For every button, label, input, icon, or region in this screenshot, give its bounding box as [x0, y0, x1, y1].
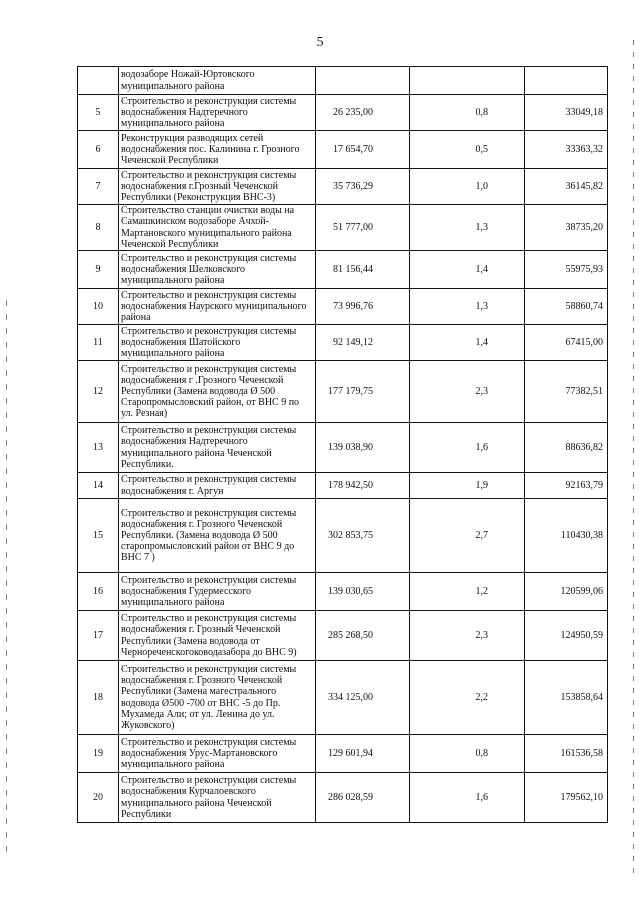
- scan-edge-right: [633, 40, 634, 880]
- table-row: [78, 423, 608, 473]
- project-cost: 129 601,94: [316, 735, 410, 773]
- row-number: 9: [78, 251, 119, 289]
- table-row: [78, 95, 608, 131]
- project-name: Строительство станции очистки воды на Самашкинском водозаборе Ачхой-Мартановского муниципального района Чеченской Республики: [119, 205, 316, 251]
- project-cost: 17 654,70: [316, 131, 410, 169]
- table-row: [78, 735, 608, 773]
- project-cost: 139 038,90: [316, 423, 410, 473]
- table-row: [78, 289, 608, 325]
- project-coefficient: 2,7: [410, 499, 525, 573]
- row-number: 10: [78, 289, 119, 325]
- project-cost: 26 235,00: [316, 95, 410, 131]
- project-coefficient: 1,4: [410, 325, 525, 361]
- project-cost: 35 736,29: [316, 169, 410, 205]
- project-total: 88636,82: [525, 423, 608, 473]
- project-name: Строительство и реконструкция системы водоснабжения г. Грозного Чеченской Республики (Замена магестрального водовода Ø500 -700 от ВНС -5 до Пр. Мухамеда Али; от ул. Ленина до ул. Жуковского): [119, 661, 316, 735]
- project-name: водозаборе Ножай-Юртовского муниципального района: [119, 67, 316, 95]
- table-row: [78, 573, 608, 611]
- row-number: 12: [78, 361, 119, 423]
- project-coefficient: 1,6: [410, 423, 525, 473]
- project-name: Строительство и реконструкция системы водоснабжения г .Грозного Чеченской Республики (Замена водовода Ø 500 Старопромысловский район, от ВНС 9 по ул. Резная): [119, 361, 316, 423]
- project-total: 33049,18: [525, 95, 608, 131]
- table-row: [78, 169, 608, 205]
- project-cost: 177 179,75: [316, 361, 410, 423]
- row-number: [78, 67, 119, 95]
- project-cost: 302 853,75: [316, 499, 410, 573]
- project-name: Строительство и реконструкция системы водоснабжения Гудермесского муниципального района: [119, 573, 316, 611]
- project-cost: 286 028,59: [316, 773, 410, 823]
- project-total: 92163,79: [525, 473, 608, 499]
- project-total: 77382,51: [525, 361, 608, 423]
- row-number: 11: [78, 325, 119, 361]
- row-number: 18: [78, 661, 119, 735]
- row-number: 8: [78, 205, 119, 251]
- project-total: 33363,32: [525, 131, 608, 169]
- project-total: 153858,64: [525, 661, 608, 735]
- scan-edge-left: [6, 300, 7, 860]
- row-number: 7: [78, 169, 119, 205]
- project-coefficient: 1,3: [410, 205, 525, 251]
- project-cost: 81 156,44: [316, 251, 410, 289]
- table-row: [78, 499, 608, 573]
- project-total: 36145,82: [525, 169, 608, 205]
- project-coefficient: 2,3: [410, 361, 525, 423]
- table-row: [78, 205, 608, 251]
- project-coefficient: 1,2: [410, 573, 525, 611]
- project-coefficient: 1,3: [410, 289, 525, 325]
- project-coefficient: 2,3: [410, 611, 525, 661]
- project-total: 124950,59: [525, 611, 608, 661]
- row-number: 14: [78, 473, 119, 499]
- table-row: [78, 473, 608, 499]
- project-name: Строительство и реконструкция системы водоснабжения Шелковского муниципального района: [119, 251, 316, 289]
- project-total: 67415,00: [525, 325, 608, 361]
- projects-table: [77, 66, 608, 823]
- project-total: 38735,20: [525, 205, 608, 251]
- row-number: 19: [78, 735, 119, 773]
- row-number: 5: [78, 95, 119, 131]
- project-cost: 73 996,76: [316, 289, 410, 325]
- project-total: 55975,93: [525, 251, 608, 289]
- row-number: 17: [78, 611, 119, 661]
- project-total: 161536,58: [525, 735, 608, 773]
- project-name: Строительство и реконструкция системы водоснабжения г. Грозного Чеченской Республики. (Замена водовода Ø 500 старопромысловский район от ВНС 9 до ВНС 7 ): [119, 499, 316, 573]
- project-coefficient: [410, 67, 525, 95]
- project-coefficient: 0,5: [410, 131, 525, 169]
- project-total: 58860,74: [525, 289, 608, 325]
- project-coefficient: 1,9: [410, 473, 525, 499]
- project-name: Строительство и реконструкция системы водоснабжения г. Аргун: [119, 473, 316, 499]
- project-coefficient: 1,4: [410, 251, 525, 289]
- table-row: [78, 611, 608, 661]
- project-name: Строительство и реконструкция системы водоснабжения Надтеречного муниципального района: [119, 95, 316, 131]
- project-total: 179562,10: [525, 773, 608, 823]
- project-name: Строительство и реконструкция системы водоснабжения Шатойского муниципального района: [119, 325, 316, 361]
- project-cost: 334 125,00: [316, 661, 410, 735]
- project-coefficient: 1,0: [410, 169, 525, 205]
- project-cost: 51 777,00: [316, 205, 410, 251]
- table-row: [78, 325, 608, 361]
- project-total: 120599,06: [525, 573, 608, 611]
- table-row: [78, 251, 608, 289]
- row-number: 6: [78, 131, 119, 169]
- project-name: Строительство и реконструкция системы водоснабжения г. Грозный Чеченской Республики (Замена водовода от Чернореченскогоководазабора до ВНС 9): [119, 611, 316, 661]
- project-total: 110430,38: [525, 499, 608, 573]
- row-number: 13: [78, 423, 119, 473]
- project-cost: 285 268,50: [316, 611, 410, 661]
- table-row: [78, 773, 608, 823]
- row-number: 15: [78, 499, 119, 573]
- project-coefficient: 0,8: [410, 735, 525, 773]
- row-number: 20: [78, 773, 119, 823]
- project-coefficient: 1,6: [410, 773, 525, 823]
- project-cost: [316, 67, 410, 95]
- project-cost: 178 942,50: [316, 473, 410, 499]
- page-number: 5: [316, 35, 324, 50]
- table-row: [78, 361, 608, 423]
- project-name: Строительство и реконструкция системы водоснабжения Курчалоевского муниципального района Чеченской Республики: [119, 773, 316, 823]
- project-coefficient: 2,2: [410, 661, 525, 735]
- project-name: Реконструкция разводящих сетей водоснабжения пос. Калинина г. Грозного Чеченской Республики: [119, 131, 316, 169]
- project-name: Строительство и реконструкция системы водоснабжения Наурского муниципального района: [119, 289, 316, 325]
- row-number: 16: [78, 573, 119, 611]
- project-cost: 139 030,65: [316, 573, 410, 611]
- project-coefficient: 0,8: [410, 95, 525, 131]
- project-name: Строительство и реконструкция системы водоснабжения Надтеречного муниципального района Чеченской Республики.: [119, 423, 316, 473]
- project-cost: 92 149,12: [316, 325, 410, 361]
- table-row: [78, 131, 608, 169]
- project-total: [525, 67, 608, 95]
- projects-table-body: [78, 67, 608, 823]
- table-row: [78, 67, 608, 95]
- project-name: Строительство и реконструкция системы водоснабжения Урус-Мартановского муниципального района: [119, 735, 316, 773]
- table-row: [78, 661, 608, 735]
- project-name: Строительство и реконструкция системы водоснабжения г.Грозный Чеченской Республики (Реконструкция ВНС-3): [119, 169, 316, 205]
